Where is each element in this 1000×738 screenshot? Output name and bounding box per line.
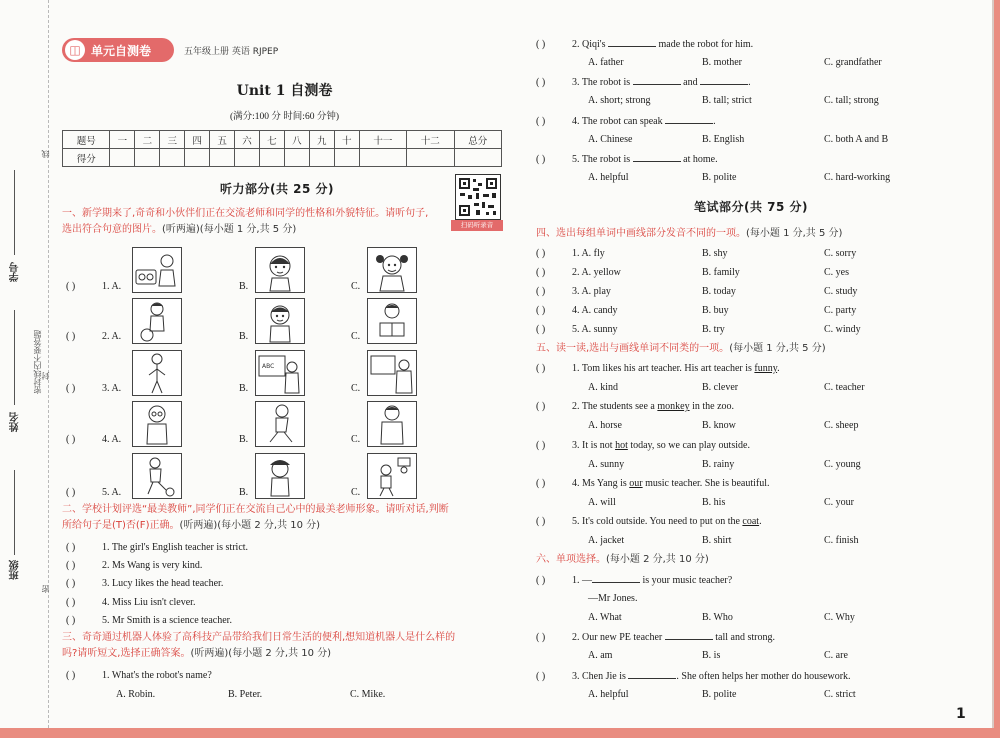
part2-item-text: 1. The girl's English teacher is strict. <box>102 542 249 553</box>
question-number: 3. A. <box>102 383 122 394</box>
picture-q1-c-girl-pigtails[interactable] <box>367 247 417 293</box>
option-a[interactable]: A. father <box>588 57 624 68</box>
boy-with-ball-icon <box>133 299 181 343</box>
boy-football-icon <box>133 454 181 498</box>
option-b[interactable]: B. English <box>702 134 745 145</box>
option-c[interactable]: C. are <box>824 650 848 661</box>
answer-paren[interactable]: ( ) <box>536 516 546 527</box>
answer-paren[interactable]: ( ) <box>536 248 546 259</box>
underlined-word: coat <box>742 516 760 527</box>
score-cell: 六 <box>235 131 260 149</box>
part2-item <box>66 577 223 591</box>
option-c[interactable]: C. sorry <box>824 248 857 259</box>
answer-paren[interactable]: ( ) <box>536 324 546 335</box>
option-b[interactable]: B. clever <box>702 382 739 393</box>
question-text: tall and strong. <box>715 632 775 643</box>
part1-q2-label <box>66 330 121 344</box>
part5-note: (每小题 1 分,共 5 分) <box>729 343 826 354</box>
option-c[interactable]: C. Why <box>824 612 855 623</box>
part6-title: 六、单项选择。 <box>536 554 606 565</box>
answer-paren[interactable]: ( ) <box>536 154 546 165</box>
score-cell: 十一 <box>359 131 406 149</box>
part3-title-line2-wrap <box>62 646 507 662</box>
part5-question-2 <box>536 400 734 414</box>
option-a[interactable]: 3. A. play <box>572 286 611 297</box>
option-a[interactable]: A. am <box>588 650 613 661</box>
score-input-cell[interactable] <box>454 149 501 167</box>
part6-question-3 <box>536 669 851 684</box>
answer-paren[interactable]: ( ) <box>66 560 76 571</box>
part1-q4-label <box>66 433 121 447</box>
question-number: 2. A. <box>102 331 122 342</box>
option-a[interactable]: A. will <box>588 497 616 508</box>
option-c[interactable]: C. strict <box>824 689 856 700</box>
question-text: at home. <box>683 154 718 165</box>
answer-paren[interactable]: ( ) <box>536 478 546 489</box>
part2-title-line2: 所给句子是(T)否(F)正确。 <box>62 520 180 531</box>
part1-title-line2-wrap <box>62 222 507 238</box>
option-b-label: B. <box>239 487 249 498</box>
option-b[interactable]: B. Who <box>702 612 733 623</box>
seal-mark-bottom: 密 <box>41 585 50 593</box>
option-b[interactable]: B. today <box>702 286 736 297</box>
answer-paren[interactable]: ( ) <box>536 440 546 451</box>
part3-question-1 <box>66 669 212 683</box>
option-b[interactable]: B. shirt <box>702 535 732 546</box>
score-input-cell[interactable] <box>210 149 235 167</box>
part3-note: (听两遍)(每小题 2 分,共 10 分) <box>190 648 332 659</box>
part2-title-line2-wrap <box>62 518 507 534</box>
girl-face-icon <box>256 248 304 292</box>
part6-note: (每小题 2 分,共 10 分) <box>606 554 709 565</box>
part2-item <box>66 614 232 628</box>
answer-paren[interactable]: ( ) <box>536 116 546 127</box>
option-c[interactable]: C. grandfather <box>824 57 882 68</box>
option-b[interactable]: B. mother <box>702 57 742 68</box>
svg-text:ABC: ABC <box>262 363 275 370</box>
picture-q1-b-girl-face[interactable] <box>255 247 305 293</box>
option-c-label: C. <box>351 281 361 292</box>
option-c[interactable]: C. young <box>824 459 861 470</box>
picture-q4-a-grandpa[interactable] <box>132 401 182 447</box>
part3-instructions <box>62 630 507 662</box>
score-input-cell[interactable] <box>235 149 260 167</box>
picture-q2-b-boy-thumbs-up[interactable] <box>255 298 305 344</box>
option-c-label: C. <box>351 331 361 342</box>
answer-paren[interactable]: ( ) <box>536 77 546 88</box>
picture-q5-b-boy-cap[interactable] <box>255 453 305 499</box>
part1-q3-label <box>66 382 121 396</box>
part6-question-2 <box>536 630 775 645</box>
part5-question-5 <box>536 515 762 529</box>
answer-paren[interactable]: ( ) <box>536 401 546 412</box>
seal-note: 密封线内不要答题 <box>33 330 42 394</box>
question-number: 4. A. <box>102 434 122 445</box>
part3-question-4 <box>536 114 716 129</box>
id-line <box>14 170 15 255</box>
option-b[interactable]: B. polite <box>702 172 737 183</box>
picture-q3-a-tall-girl[interactable] <box>132 350 182 396</box>
part5-title: 五、读一读,选出与画线单词不同类的一项。 <box>536 343 730 354</box>
boy-reading-icon <box>368 299 416 343</box>
boy-with-radio-icon <box>133 248 181 292</box>
answer-blank[interactable] <box>608 37 656 47</box>
score-table-header-row <box>63 131 502 149</box>
part5-question-3 <box>536 439 750 453</box>
option-b[interactable]: B. shy <box>702 248 728 259</box>
part2-item <box>66 596 195 610</box>
part2-item <box>66 559 202 573</box>
option-c[interactable]: C. both A and B <box>824 134 889 145</box>
score-table-score-row <box>63 149 502 167</box>
score-cell: 二 <box>135 131 160 149</box>
question-text: 3. The robot is <box>572 77 631 88</box>
part3-q1-text: 1. What's the robot's name? <box>102 670 212 681</box>
part3-question-2 <box>536 37 753 52</box>
picture-q3-b-teacher-blackboard[interactable] <box>255 350 305 396</box>
underlined-word: our <box>629 478 643 489</box>
part6-q1-reply: —Mr Jones. <box>588 593 638 604</box>
option-c-label: C. <box>351 434 361 445</box>
option-b-label: B. <box>239 434 249 445</box>
option-b[interactable]: B. buy <box>702 305 729 316</box>
picture-q5-a-boy-football[interactable] <box>132 453 182 499</box>
teacher-at-board-icon <box>368 351 416 395</box>
option-a[interactable]: A. sunny <box>588 459 625 470</box>
score-input-cell[interactable] <box>110 149 135 167</box>
score-input-cell[interactable] <box>160 149 185 167</box>
question-text: is your music teacher? <box>642 575 733 586</box>
option-b[interactable]: B. family <box>702 267 740 278</box>
question-text: . <box>759 516 762 527</box>
part4-note: (每小题 1 分,共 5 分) <box>746 228 843 239</box>
answer-paren[interactable]: ( ) <box>66 487 76 498</box>
score-table <box>62 130 502 167</box>
listening-section-title: 听力部分(共 25 分) <box>220 182 335 196</box>
part2-item-text: 4. Miss Liu isn't clever. <box>102 597 196 608</box>
score-cell: 一 <box>110 131 135 149</box>
option-c[interactable]: C. tall; strong <box>824 95 879 106</box>
man-standing-icon <box>368 402 416 446</box>
question-number: 5. A. <box>102 487 122 498</box>
option-c-label: C. <box>351 487 361 498</box>
qr-label: 扫码听录音 <box>451 220 503 231</box>
part4-item <box>536 266 621 280</box>
part3-question-3 <box>536 75 751 90</box>
option-a[interactable]: A. short; strong <box>588 95 651 106</box>
question-text: 5. The robot is <box>572 154 631 165</box>
score-cell: 五 <box>210 131 235 149</box>
option-c[interactable]: C. teacher <box>824 382 865 393</box>
score-input-cell[interactable] <box>309 149 334 167</box>
option-b[interactable]: B. try <box>702 324 725 335</box>
name-line <box>14 310 15 405</box>
class-label: 班级 <box>10 560 21 580</box>
part1-title-line1: 一、新学期来了,奇奇和小伙伴们正在交流老师和同学的性格和外貌特征。请听句子, <box>62 208 429 219</box>
option-a[interactable]: A. What <box>588 612 622 623</box>
underlined-word: hot <box>615 440 628 451</box>
score-cell: 十二 <box>407 131 454 149</box>
part4-item <box>536 323 618 337</box>
unit-test-tag <box>62 38 174 62</box>
answer-paren[interactable]: ( ) <box>66 281 76 292</box>
part3-title-line1: 三、奇奇通过机器人体验了高科技产品带给我们日常生活的便利,想知道机器人是什么样的 <box>62 632 456 643</box>
score-cell: 十 <box>334 131 359 149</box>
picture-q4-c-man-standing[interactable] <box>367 401 417 447</box>
answer-paren[interactable]: ( ) <box>66 615 76 626</box>
part5-instructions <box>536 341 976 357</box>
book-icon: ◫ <box>65 40 85 60</box>
question-text: 3. It is not <box>572 440 616 451</box>
option-a[interactable]: A. helpful <box>588 689 629 700</box>
score-cell: 八 <box>284 131 309 149</box>
part2-instructions <box>62 502 507 534</box>
part3-question-5 <box>536 152 718 167</box>
picture-q3-c-teacher-board[interactable] <box>367 350 417 396</box>
answer-paren[interactable]: ( ) <box>536 575 546 586</box>
question-text: 4. The robot can speak <box>572 116 663 127</box>
option-a[interactable]: A. jacket <box>588 535 625 546</box>
answer-blank[interactable] <box>633 152 681 162</box>
score-cell: 总分 <box>454 131 501 149</box>
seal-mark-top: 线 <box>41 150 50 158</box>
score-cell: 三 <box>160 131 185 149</box>
score-cell: 四 <box>185 131 210 149</box>
option-a[interactable]: 1. A. fly <box>572 248 605 259</box>
part5-question-4 <box>536 477 770 491</box>
option-c[interactable]: C. study <box>824 286 858 297</box>
part4-item <box>536 285 611 299</box>
question-text: 2. The students see a <box>572 401 658 412</box>
option-c[interactable]: C. windy <box>824 324 861 335</box>
part6-question-1 <box>536 573 732 588</box>
answer-blank[interactable] <box>592 573 640 583</box>
part1-q5-label <box>66 486 121 500</box>
option-c-label: C. <box>351 383 361 394</box>
score-input-cell[interactable] <box>259 149 284 167</box>
written-section-title: 笔试部分(共 75 分) <box>694 200 809 214</box>
answer-blank[interactable] <box>665 630 713 640</box>
part2-item-text: 2. Ms Wang is very kind. <box>102 560 203 571</box>
part6-instructions <box>536 552 976 568</box>
option-a[interactable]: 4. A. candy <box>572 305 618 316</box>
question-text: in the zoo. <box>689 401 735 412</box>
girl-pigtails-icon <box>368 248 416 292</box>
question-text: 5. It's cold outside. You need to put on the <box>572 516 743 527</box>
underlined-word: funny <box>754 363 778 374</box>
part2-title-line1: 二、学校计划评选“最美教师”,同学们正在交流自己心中的最美老师形象。请听对话,判断 <box>62 504 449 515</box>
part2-item <box>66 541 248 555</box>
class-line <box>14 470 15 555</box>
question-text: and <box>683 77 698 88</box>
option-a[interactable]: A. Robin. <box>116 689 156 700</box>
underlined-word: monkey <box>657 401 690 412</box>
picture-q2-a-boy-with-ball[interactable] <box>132 298 182 344</box>
part3-title-line2: 吗?请听短文,选择正确答案。 <box>62 648 191 659</box>
option-a[interactable]: A. helpful <box>588 172 629 183</box>
answer-paren[interactable]: ( ) <box>66 331 76 342</box>
tall-girl-icon <box>133 351 181 395</box>
answer-blank[interactable] <box>665 114 713 124</box>
option-a[interactable]: A. Chinese <box>588 134 633 145</box>
id-label: 学号 <box>10 262 21 282</box>
option-c[interactable]: C. party <box>824 305 857 316</box>
answer-paren[interactable]: ( ) <box>536 671 546 682</box>
name-label: 姓名 <box>10 412 21 432</box>
score-cell: 九 <box>309 131 334 149</box>
option-c[interactable]: C. sheep <box>824 420 859 431</box>
score-input-cell[interactable] <box>359 149 406 167</box>
question-text: 1. — <box>572 575 592 586</box>
page-title: Unit 1 自测卷 <box>236 83 333 99</box>
answer-blank[interactable] <box>633 75 681 85</box>
answer-paren[interactable]: ( ) <box>536 267 546 278</box>
answer-paren[interactable]: ( ) <box>536 39 546 50</box>
answer-paren[interactable]: ( ) <box>536 363 546 374</box>
question-text: 3. Chen Jie is <box>572 671 626 682</box>
answer-paren[interactable]: ( ) <box>536 286 546 297</box>
score-row-label: 得分 <box>63 149 110 167</box>
score-time-info: (满分:100 分 时间:60 分钟) <box>230 112 339 122</box>
part5-question-1 <box>536 362 780 376</box>
part2-note: (听两遍)(每小题 2 分,共 10 分) <box>179 520 321 531</box>
option-c[interactable]: C. yes <box>824 267 849 278</box>
question-text: 1. Tom likes his art teacher. His art teacher is <box>572 363 755 374</box>
option-c[interactable]: C. finish <box>824 535 859 546</box>
option-a[interactable]: 5. A. sunny <box>572 324 618 335</box>
grade-subject: 五年级上册 英语 RJPEP <box>184 47 279 57</box>
question-text: made the robot for him. <box>658 39 754 50</box>
answer-blank[interactable] <box>628 669 676 679</box>
answer-paren[interactable]: ( ) <box>66 578 76 589</box>
score-cell: 题号 <box>63 131 110 149</box>
answer-paren[interactable]: ( ) <box>66 434 76 445</box>
question-text: . <box>713 116 716 127</box>
part4-instructions <box>536 226 976 242</box>
option-a[interactable]: A. horse <box>588 420 622 431</box>
boy-basketball-icon <box>368 454 416 498</box>
option-b[interactable]: B. polite <box>702 689 737 700</box>
option-b[interactable]: B. Peter. <box>228 689 263 700</box>
answer-paren[interactable]: ( ) <box>66 383 76 394</box>
binding-margin <box>0 0 49 728</box>
option-b[interactable]: B. know <box>702 420 736 431</box>
score-input-cell[interactable] <box>135 149 160 167</box>
question-text: today, so we can play outside. <box>627 440 750 451</box>
part4-item <box>536 247 605 261</box>
score-input-cell[interactable] <box>334 149 359 167</box>
part1-instructions <box>62 206 507 238</box>
option-a[interactable]: 2. A. yellow <box>572 267 621 278</box>
option-b[interactable]: B. rainy <box>702 459 735 470</box>
part2-item-text: 3. Lucy likes the head teacher. <box>102 578 224 589</box>
answer-paren[interactable]: ( ) <box>66 597 76 608</box>
answer-paren[interactable]: ( ) <box>66 670 76 681</box>
question-text: . She often helps her mother do housework. <box>676 671 851 682</box>
grandpa-icon <box>133 402 181 446</box>
score-input-cell[interactable] <box>185 149 210 167</box>
answer-paren[interactable]: ( ) <box>536 305 546 316</box>
unit-test-tag-label: 单元自测卷 <box>91 43 152 58</box>
question-text: 2. Qiqi's <box>572 39 606 50</box>
question-text: 4. Ms Yang is <box>572 478 630 489</box>
answer-paren[interactable]: ( ) <box>536 632 546 643</box>
picture-q1-a-boy-with-radio[interactable] <box>132 247 182 293</box>
boy-thumbs-up-icon <box>256 299 304 343</box>
picture-q4-b-boy-running[interactable] <box>255 401 305 447</box>
option-a[interactable]: A. kind <box>588 382 618 393</box>
part4-item <box>536 304 618 318</box>
part1-q1-label <box>66 280 121 294</box>
option-c[interactable]: C. Mike. <box>350 689 386 700</box>
option-b-label: B. <box>239 383 249 394</box>
part2-item-text: 5. Mr Smith is a science teacher. <box>102 615 232 626</box>
option-c[interactable]: C. hard-working <box>824 172 891 183</box>
score-input-cell[interactable] <box>407 149 454 167</box>
answer-blank[interactable] <box>700 75 748 85</box>
part1-title-line2: 选出符合句意的图片。 <box>62 224 162 235</box>
score-cell: 七 <box>259 131 284 149</box>
boy-running-icon <box>256 402 304 446</box>
option-b[interactable]: B. his <box>702 497 726 508</box>
answer-paren[interactable]: ( ) <box>66 542 76 553</box>
picture-q2-c-boy-reading[interactable] <box>367 298 417 344</box>
question-number: 1. A. <box>102 281 122 292</box>
option-b[interactable]: B. is <box>702 650 721 661</box>
picture-q5-c-boy-basketball[interactable] <box>367 453 417 499</box>
question-text: . <box>777 363 780 374</box>
question-text: music teacher. She is beautiful. <box>642 478 770 489</box>
option-c[interactable]: C. your <box>824 497 854 508</box>
question-text: . <box>748 77 751 88</box>
part4-title: 四、选出每组单词中画线部分发音不同的一项。 <box>536 228 746 239</box>
question-text: 2. Our new PE teacher <box>572 632 663 643</box>
score-input-cell[interactable] <box>284 149 309 167</box>
boy-cap-icon <box>256 454 304 498</box>
option-b-label: B. <box>239 281 249 292</box>
seal-mark-mid: 封 <box>41 372 50 380</box>
page-number: 1 <box>956 706 966 722</box>
option-b-label: B. <box>239 331 249 342</box>
teacher-blackboard-icon <box>256 351 304 395</box>
part1-note: (听两遍)(每小题 1 分,共 5 分) <box>162 224 297 235</box>
option-b[interactable]: B. tall; strict <box>702 95 752 106</box>
